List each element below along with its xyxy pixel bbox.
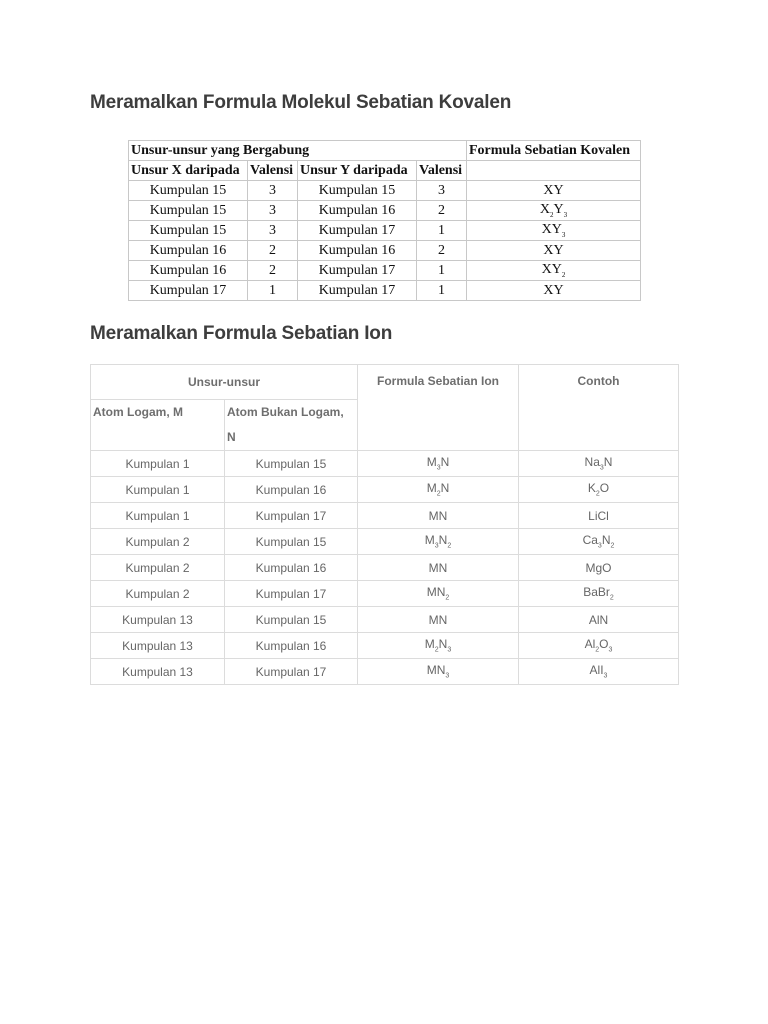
- valency-y-cell: 1: [417, 281, 467, 301]
- formula-subscript: 2: [436, 490, 441, 498]
- metal-atom-cell: Kumpulan 2: [91, 529, 225, 555]
- ionic-formula-cell: [358, 529, 519, 555]
- covalent-section-title: Meramalkan Formula Molekul Sebatian Kovalen: [90, 92, 512, 113]
- covalent-subheader-row: [129, 161, 641, 181]
- formula-subscript: 2: [595, 490, 600, 498]
- col-header-metal-atom: Atom Logam, M: [91, 400, 225, 451]
- valency-y-cell: 2: [417, 241, 467, 261]
- valency-x-cell: 3: [248, 201, 298, 221]
- formula-subscript: 2: [434, 646, 439, 654]
- formula-symbol: N: [438, 637, 448, 652]
- col-header-valency-x: Valensi: [248, 161, 298, 181]
- ionic-formula-header: Formula Sebatian Ion: [358, 365, 519, 451]
- col-header-nonmetal-line2: N: [227, 430, 236, 444]
- formula-symbol: MN: [428, 612, 448, 627]
- ionic-formula-cell: [358, 581, 519, 607]
- formula-symbol: Ca: [582, 533, 598, 548]
- formula-symbol: BaBr: [583, 585, 610, 600]
- formula-symbol: XY: [543, 282, 564, 298]
- col-header-element-y: Unsur Y daripada: [298, 161, 417, 181]
- formula-subscript: 3: [599, 464, 604, 472]
- element-x-cell: Kumpulan 15: [129, 201, 248, 221]
- nonmetal-atom-cell: Kumpulan 17: [225, 659, 358, 685]
- formula-symbol: AlI: [589, 663, 604, 678]
- formula-symbol: XY: [543, 242, 564, 258]
- col-header-element-x: Unsur X daripada: [129, 161, 248, 181]
- ionic-row: [91, 477, 679, 503]
- example-compound-cell: [519, 607, 679, 633]
- covalent-row: [129, 181, 641, 201]
- metal-atom-cell: Kumpulan 1: [91, 451, 225, 477]
- ionic-row: [91, 451, 679, 477]
- formula-symbol: MN: [428, 560, 448, 575]
- valency-y-cell: 3: [417, 181, 467, 201]
- ionic-row: [91, 529, 679, 555]
- col-header-nonmetal-line1: Atom Bukan Logam,: [227, 405, 344, 419]
- ionic-formula-cell: [358, 659, 519, 685]
- valency-y-cell: 1: [417, 221, 467, 241]
- formula-subscript: 2: [609, 594, 614, 602]
- formula-cell: [467, 201, 641, 221]
- element-x-cell: Kumpulan 16: [129, 261, 248, 281]
- ionic-formula-cell: [358, 555, 519, 581]
- formula-subscript: 3: [561, 230, 566, 239]
- element-x-cell: Kumpulan 15: [129, 181, 248, 201]
- ionic-row: [91, 633, 679, 659]
- formula-subscript: 2: [447, 542, 452, 550]
- covalent-row: [129, 201, 641, 221]
- element-x-cell: Kumpulan 16: [129, 241, 248, 261]
- nonmetal-atom-cell: Kumpulan 17: [225, 503, 358, 529]
- element-y-cell: Kumpulan 15: [298, 181, 417, 201]
- element-y-cell: Kumpulan 17: [298, 221, 417, 241]
- formula-symbol: K: [587, 481, 596, 496]
- formula-symbol: MN: [426, 663, 446, 678]
- metal-atom-cell: Kumpulan 1: [91, 477, 225, 503]
- covalent-row: [129, 241, 641, 261]
- valency-x-cell: 2: [248, 241, 298, 261]
- formula-subscript: 3: [603, 672, 608, 680]
- nonmetal-atom-cell: Kumpulan 16: [225, 477, 358, 503]
- col-header-valency-y: Valensi: [417, 161, 467, 181]
- formula-cell: [467, 281, 641, 301]
- ionic-row: [91, 555, 679, 581]
- formula-subscript: 2: [595, 646, 600, 654]
- formula-symbol: N: [601, 533, 611, 548]
- formula-symbol: O: [599, 637, 609, 652]
- formula-subscript: 3: [447, 646, 452, 654]
- metal-atom-cell: Kumpulan 2: [91, 581, 225, 607]
- example-compound-cell: [519, 451, 679, 477]
- ionic-row: [91, 503, 679, 529]
- valency-y-cell: 2: [417, 201, 467, 221]
- formula-symbol: N: [603, 455, 613, 470]
- nonmetal-atom-cell: Kumpulan 15: [225, 607, 358, 633]
- ionic-example-header: Contoh: [519, 365, 679, 451]
- formula-subscript: 3: [563, 210, 568, 219]
- formula-symbol: MN: [428, 508, 448, 523]
- formula-subscript: 3: [597, 542, 602, 550]
- ionic-row: [91, 659, 679, 685]
- metal-atom-cell: Kumpulan 13: [91, 607, 225, 633]
- element-y-cell: Kumpulan 16: [298, 241, 417, 261]
- formula-symbol: MN: [426, 585, 446, 600]
- formula-subscript: 3: [445, 672, 450, 680]
- formula-symbol: M: [424, 637, 435, 652]
- formula-symbol: O: [599, 481, 610, 496]
- formula-symbol: N: [440, 455, 450, 470]
- ionic-row: [91, 607, 679, 633]
- element-x-cell: Kumpulan 15: [129, 221, 248, 241]
- ionic-formula-cell: [358, 503, 519, 529]
- formula-symbol: AlN: [588, 612, 609, 627]
- nonmetal-atom-cell: Kumpulan 15: [225, 529, 358, 555]
- nonmetal-atom-cell: Kumpulan 15: [225, 451, 358, 477]
- formula-symbol: N: [438, 533, 448, 548]
- ionic-formula-cell: [358, 451, 519, 477]
- formula-symbol: Al: [584, 637, 596, 652]
- valency-y-cell: 1: [417, 261, 467, 281]
- formula-cell: [467, 181, 641, 201]
- formula-symbol: MgO: [585, 560, 612, 575]
- formula-cell: [467, 241, 641, 261]
- ionic-formula-cell: [358, 477, 519, 503]
- formula-subscript: 3: [608, 646, 613, 654]
- formula-subscript: 2: [445, 594, 450, 602]
- formula-subscript: 2: [610, 542, 615, 550]
- example-compound-cell: [519, 503, 679, 529]
- formula-symbol: LiCl: [588, 508, 609, 523]
- nonmetal-atom-cell: Kumpulan 16: [225, 555, 358, 581]
- example-compound-cell: [519, 555, 679, 581]
- formula-symbol: N: [440, 481, 450, 496]
- ionic-formula-cell: [358, 633, 519, 659]
- nonmetal-atom-cell: Kumpulan 16: [225, 633, 358, 659]
- covalent-group-header: Unsur-unsur yang Bergabung: [129, 141, 467, 161]
- formula-symbol: M: [426, 481, 437, 496]
- metal-atom-cell: Kumpulan 1: [91, 503, 225, 529]
- formula-subscript: 3: [434, 542, 439, 550]
- formula-subscript: 2: [561, 270, 566, 279]
- formula-subscript: 2: [550, 210, 554, 219]
- formula-symbol: M: [424, 533, 435, 548]
- element-x-cell: Kumpulan 17: [129, 281, 248, 301]
- nonmetal-atom-cell: Kumpulan 17: [225, 581, 358, 607]
- formula-symbol: XY: [541, 262, 562, 278]
- covalent-header-row: [129, 141, 641, 161]
- covalent-formula-header: Formula Sebatian Kovalen: [467, 141, 641, 161]
- valency-x-cell: 1: [248, 281, 298, 301]
- valency-x-cell: 3: [248, 221, 298, 241]
- formula-cell: [467, 261, 641, 281]
- metal-atom-cell: Kumpulan 13: [91, 659, 225, 685]
- covalent-row: [129, 221, 641, 241]
- example-compound-cell: [519, 659, 679, 685]
- ionic-formula-table: [90, 364, 679, 685]
- covalent-row: [129, 281, 641, 301]
- col-header-empty: [467, 161, 641, 181]
- example-compound-cell: [519, 477, 679, 503]
- formula-symbol: Na: [584, 455, 600, 470]
- ionic-group-header: Unsur-unsur: [91, 365, 358, 400]
- covalent-row: [129, 261, 641, 281]
- formula-symbol: XY: [541, 222, 562, 238]
- formula-symbol: X: [539, 202, 550, 218]
- example-compound-cell: [519, 581, 679, 607]
- formula-symbol: M: [426, 455, 437, 470]
- ionic-section-title: Meramalkan Formula Sebatian Ion: [90, 323, 393, 344]
- example-compound-cell: [519, 633, 679, 659]
- metal-atom-cell: Kumpulan 2: [91, 555, 225, 581]
- formula-symbol: XY: [543, 182, 564, 198]
- formula-cell: [467, 221, 641, 241]
- col-header-nonmetal-atom: [225, 400, 358, 451]
- example-compound-cell: [519, 529, 679, 555]
- valency-x-cell: 3: [248, 181, 298, 201]
- ionic-row: [91, 581, 679, 607]
- formula-symbol: Y: [553, 202, 564, 218]
- ionic-formula-cell: [358, 607, 519, 633]
- element-y-cell: Kumpulan 17: [298, 261, 417, 281]
- formula-subscript: 3: [436, 464, 441, 472]
- ionic-header-row: [91, 365, 679, 400]
- metal-atom-cell: Kumpulan 13: [91, 633, 225, 659]
- element-y-cell: Kumpulan 16: [298, 201, 417, 221]
- element-y-cell: Kumpulan 17: [298, 281, 417, 301]
- covalent-formula-table: [128, 140, 641, 301]
- valency-x-cell: 2: [248, 261, 298, 281]
